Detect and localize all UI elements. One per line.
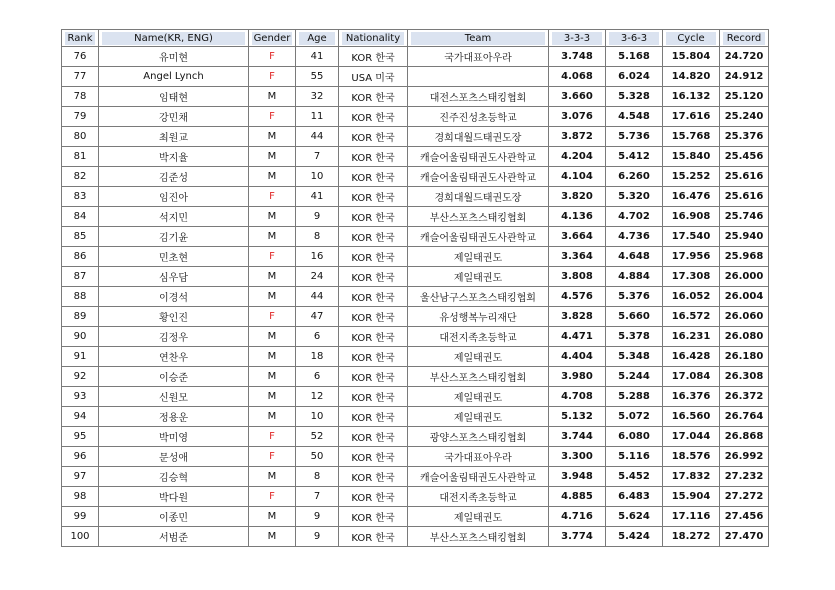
cycle-cell: 17.956 [663, 247, 720, 267]
age-cell: 10 [296, 167, 339, 187]
time-3-6-3-cell: 6.080 [606, 427, 663, 447]
nationality-cell: KOR 한국 [339, 207, 408, 227]
rank-cell: 88 [62, 287, 99, 307]
time-3-3-3-cell: 3.748 [549, 47, 606, 67]
cycle-cell: 17.616 [663, 107, 720, 127]
time-3-6-3-cell: 6.024 [606, 67, 663, 87]
cycle-cell: 17.044 [663, 427, 720, 447]
rank-cell: 86 [62, 247, 99, 267]
cycle-cell: 17.540 [663, 227, 720, 247]
table-row [62, 67, 769, 87]
cycle-cell: 16.908 [663, 207, 720, 227]
rank-cell: 99 [62, 507, 99, 527]
name-cell: 민초현 [99, 247, 249, 267]
table-row [62, 107, 769, 127]
time-3-6-3-cell: 5.328 [606, 87, 663, 107]
name-cell: 김승혁 [99, 467, 249, 487]
cycle-cell: 17.116 [663, 507, 720, 527]
team-cell: 캐슬어울림태권도사관학교 [408, 167, 549, 187]
rank-cell: 85 [62, 227, 99, 247]
record-cell: 26.000 [720, 267, 769, 287]
rank-cell: 90 [62, 327, 99, 347]
header-age: Age [296, 30, 339, 47]
time-3-3-3-cell: 3.660 [549, 87, 606, 107]
name-cell: 석지민 [99, 207, 249, 227]
time-3-6-3-cell: 4.702 [606, 207, 663, 227]
nationality-cell: KOR 한국 [339, 187, 408, 207]
record-cell: 25.376 [720, 127, 769, 147]
gender-cell: M [249, 327, 296, 347]
name-cell: 이경석 [99, 287, 249, 307]
time-3-3-3-cell: 4.404 [549, 347, 606, 367]
age-cell: 18 [296, 347, 339, 367]
record-cell: 27.272 [720, 487, 769, 507]
record-cell: 25.968 [720, 247, 769, 267]
nationality-cell: KOR 한국 [339, 107, 408, 127]
gender-cell: F [249, 247, 296, 267]
table-row [62, 347, 769, 367]
table-row [62, 387, 769, 407]
name-cell: 김준성 [99, 167, 249, 187]
record-cell: 26.992 [720, 447, 769, 467]
cycle-cell: 16.572 [663, 307, 720, 327]
name-cell: 신원모 [99, 387, 249, 407]
age-cell: 41 [296, 47, 339, 67]
team-cell: 경희대월드태권도장 [408, 127, 549, 147]
rank-cell: 80 [62, 127, 99, 147]
rank-cell: 95 [62, 427, 99, 447]
time-3-3-3-cell: 4.708 [549, 387, 606, 407]
rank-cell: 89 [62, 307, 99, 327]
time-3-6-3-cell: 5.348 [606, 347, 663, 367]
header-rank: Rank [62, 30, 99, 47]
cycle-cell: 16.376 [663, 387, 720, 407]
name-cell: 서범준 [99, 527, 249, 547]
header-team: Team [408, 30, 549, 47]
time-3-6-3-cell: 5.660 [606, 307, 663, 327]
record-cell: 26.764 [720, 407, 769, 427]
rank-cell: 94 [62, 407, 99, 427]
record-cell: 27.470 [720, 527, 769, 547]
name-cell: 이종민 [99, 507, 249, 527]
gender-cell: M [249, 227, 296, 247]
team-cell: 캐슬어울림태권도사관학교 [408, 227, 549, 247]
rank-cell: 92 [62, 367, 99, 387]
nationality-cell: KOR 한국 [339, 527, 408, 547]
gender-cell: F [249, 447, 296, 467]
time-3-6-3-cell: 6.260 [606, 167, 663, 187]
table-body [62, 47, 769, 547]
record-cell: 26.060 [720, 307, 769, 327]
team-cell: 대전스포츠스태킹협회 [408, 87, 549, 107]
table-row [62, 47, 769, 67]
age-cell: 52 [296, 427, 339, 447]
cycle-cell: 15.804 [663, 47, 720, 67]
rank-cell: 97 [62, 467, 99, 487]
time-3-3-3-cell: 4.885 [549, 487, 606, 507]
team-cell: 국가대표아우라 [408, 47, 549, 67]
name-cell: 정용운 [99, 407, 249, 427]
time-3-6-3-cell: 5.624 [606, 507, 663, 527]
time-3-3-3-cell: 3.744 [549, 427, 606, 447]
name-cell: 문성애 [99, 447, 249, 467]
time-3-3-3-cell: 4.136 [549, 207, 606, 227]
time-3-3-3-cell: 3.774 [549, 527, 606, 547]
cycle-cell: 17.084 [663, 367, 720, 387]
gender-cell: F [249, 307, 296, 327]
nationality-cell: KOR 한국 [339, 367, 408, 387]
age-cell: 44 [296, 287, 339, 307]
cycle-cell: 18.272 [663, 527, 720, 547]
cycle-cell: 17.832 [663, 467, 720, 487]
nationality-cell: KOR 한국 [339, 347, 408, 367]
header-3-3-3: 3-3-3 [549, 30, 606, 47]
cycle-cell: 16.052 [663, 287, 720, 307]
time-3-3-3-cell: 3.808 [549, 267, 606, 287]
ranking-table [61, 29, 769, 547]
time-3-6-3-cell: 5.288 [606, 387, 663, 407]
name-cell: 최원교 [99, 127, 249, 147]
nationality-cell: KOR 한국 [339, 447, 408, 467]
nationality-cell: KOR 한국 [339, 427, 408, 447]
time-3-6-3-cell: 5.116 [606, 447, 663, 467]
age-cell: 7 [296, 147, 339, 167]
team-cell: 부산스포츠스태킹협회 [408, 527, 549, 547]
rank-cell: 98 [62, 487, 99, 507]
name-cell: 박미영 [99, 427, 249, 447]
time-3-3-3-cell: 3.664 [549, 227, 606, 247]
gender-cell: M [249, 467, 296, 487]
time-3-6-3-cell: 6.483 [606, 487, 663, 507]
record-cell: 26.180 [720, 347, 769, 367]
team-cell: 광양스포츠스태킹협회 [408, 427, 549, 447]
header-name: Name(KR, ENG) [99, 30, 249, 47]
time-3-3-3-cell: 3.828 [549, 307, 606, 327]
team-cell: 제일태권도 [408, 267, 549, 287]
age-cell: 7 [296, 487, 339, 507]
age-cell: 41 [296, 187, 339, 207]
header-nationality: Nationality [339, 30, 408, 47]
time-3-6-3-cell: 5.452 [606, 467, 663, 487]
record-cell: 26.004 [720, 287, 769, 307]
cycle-cell: 16.428 [663, 347, 720, 367]
record-cell: 25.240 [720, 107, 769, 127]
time-3-6-3-cell: 4.548 [606, 107, 663, 127]
name-cell: 임태현 [99, 87, 249, 107]
table-row [62, 527, 769, 547]
table-row [62, 407, 769, 427]
name-cell: 심우담 [99, 267, 249, 287]
record-cell: 25.616 [720, 167, 769, 187]
table-row [62, 487, 769, 507]
name-cell: 박다원 [99, 487, 249, 507]
age-cell: 9 [296, 507, 339, 527]
age-cell: 44 [296, 127, 339, 147]
gender-cell: M [249, 167, 296, 187]
team-cell: 울산남구스포츠스태킹협회 [408, 287, 549, 307]
time-3-3-3-cell: 3.076 [549, 107, 606, 127]
time-3-6-3-cell: 5.378 [606, 327, 663, 347]
rank-cell: 84 [62, 207, 99, 227]
team-cell: 유성행복누리재단 [408, 307, 549, 327]
record-cell: 26.372 [720, 387, 769, 407]
table-row [62, 187, 769, 207]
time-3-3-3-cell: 3.948 [549, 467, 606, 487]
age-cell: 9 [296, 207, 339, 227]
team-cell [408, 67, 549, 87]
gender-cell: F [249, 187, 296, 207]
time-3-3-3-cell: 4.204 [549, 147, 606, 167]
team-cell: 진주진성초등학교 [408, 107, 549, 127]
record-cell: 27.456 [720, 507, 769, 527]
nationality-cell: KOR 한국 [339, 307, 408, 327]
team-cell: 제일태권도 [408, 507, 549, 527]
cycle-cell: 17.308 [663, 267, 720, 287]
age-cell: 55 [296, 67, 339, 87]
table-row [62, 247, 769, 267]
age-cell: 8 [296, 467, 339, 487]
record-cell: 26.080 [720, 327, 769, 347]
time-3-3-3-cell: 4.716 [549, 507, 606, 527]
nationality-cell: KOR 한국 [339, 507, 408, 527]
name-cell: 박지율 [99, 147, 249, 167]
table-row [62, 287, 769, 307]
nationality-cell: KOR 한국 [339, 487, 408, 507]
record-cell: 24.912 [720, 67, 769, 87]
record-cell: 27.232 [720, 467, 769, 487]
name-cell: 임진아 [99, 187, 249, 207]
cycle-cell: 18.576 [663, 447, 720, 467]
time-3-6-3-cell: 4.648 [606, 247, 663, 267]
rank-cell: 81 [62, 147, 99, 167]
time-3-3-3-cell: 3.364 [549, 247, 606, 267]
time-3-6-3-cell: 5.736 [606, 127, 663, 147]
age-cell: 6 [296, 367, 339, 387]
table-row [62, 307, 769, 327]
age-cell: 32 [296, 87, 339, 107]
nationality-cell: KOR 한국 [339, 87, 408, 107]
time-3-6-3-cell: 5.412 [606, 147, 663, 167]
nationality-cell: KOR 한국 [339, 147, 408, 167]
cycle-cell: 16.476 [663, 187, 720, 207]
time-3-3-3-cell: 3.872 [549, 127, 606, 147]
name-cell: 연찬우 [99, 347, 249, 367]
nationality-cell: KOR 한국 [339, 407, 408, 427]
name-cell: 강민채 [99, 107, 249, 127]
age-cell: 24 [296, 267, 339, 287]
time-3-3-3-cell: 5.132 [549, 407, 606, 427]
time-3-6-3-cell: 4.736 [606, 227, 663, 247]
cycle-cell: 16.231 [663, 327, 720, 347]
time-3-6-3-cell: 5.320 [606, 187, 663, 207]
team-cell: 제일태권도 [408, 347, 549, 367]
team-cell: 대전지족초등학교 [408, 327, 549, 347]
table-row [62, 447, 769, 467]
record-cell: 25.120 [720, 87, 769, 107]
age-cell: 12 [296, 387, 339, 407]
name-cell: 황인진 [99, 307, 249, 327]
header-row [62, 30, 769, 47]
age-cell: 47 [296, 307, 339, 327]
team-cell: 캐슬어울림태권도사관학교 [408, 467, 549, 487]
nationality-cell: KOR 한국 [339, 327, 408, 347]
time-3-3-3-cell: 4.576 [549, 287, 606, 307]
table-row [62, 507, 769, 527]
name-cell: Angel Lynch [99, 67, 249, 87]
team-cell: 캐슬어울림태권도사관학교 [408, 147, 549, 167]
table-row [62, 327, 769, 347]
nationality-cell: KOR 한국 [339, 167, 408, 187]
rank-cell: 91 [62, 347, 99, 367]
age-cell: 11 [296, 107, 339, 127]
table-row [62, 227, 769, 247]
gender-cell: M [249, 387, 296, 407]
rank-cell: 79 [62, 107, 99, 127]
age-cell: 16 [296, 247, 339, 267]
table-row [62, 427, 769, 447]
time-3-3-3-cell: 4.068 [549, 67, 606, 87]
time-3-6-3-cell: 5.244 [606, 367, 663, 387]
rank-cell: 83 [62, 187, 99, 207]
age-cell: 10 [296, 407, 339, 427]
nationality-cell: KOR 한국 [339, 227, 408, 247]
gender-cell: M [249, 127, 296, 147]
team-cell: 대전지족초등학교 [408, 487, 549, 507]
nationality-cell: KOR 한국 [339, 47, 408, 67]
gender-cell: M [249, 367, 296, 387]
header-cycle: Cycle [663, 30, 720, 47]
gender-cell: F [249, 427, 296, 447]
age-cell: 9 [296, 527, 339, 547]
gender-cell: M [249, 507, 296, 527]
table-row [62, 87, 769, 107]
header-3-6-3: 3-6-3 [606, 30, 663, 47]
record-cell: 26.868 [720, 427, 769, 447]
age-cell: 8 [296, 227, 339, 247]
gender-cell: F [249, 47, 296, 67]
rank-cell: 78 [62, 87, 99, 107]
record-cell: 25.616 [720, 187, 769, 207]
rank-cell: 100 [62, 527, 99, 547]
gender-cell: F [249, 487, 296, 507]
nationality-cell: KOR 한국 [339, 287, 408, 307]
cycle-cell: 15.904 [663, 487, 720, 507]
rank-cell: 82 [62, 167, 99, 187]
header-record: Record [720, 30, 769, 47]
name-cell: 유미현 [99, 47, 249, 67]
team-cell: 제일태권도 [408, 387, 549, 407]
nationality-cell: KOR 한국 [339, 467, 408, 487]
time-3-3-3-cell: 3.820 [549, 187, 606, 207]
team-cell: 제일태권도 [408, 247, 549, 267]
gender-cell: M [249, 267, 296, 287]
rank-cell: 93 [62, 387, 99, 407]
nationality-cell: USA 미국 [339, 67, 408, 87]
record-cell: 25.746 [720, 207, 769, 227]
nationality-cell: KOR 한국 [339, 127, 408, 147]
nationality-cell: KOR 한국 [339, 267, 408, 287]
record-cell: 24.720 [720, 47, 769, 67]
table-row [62, 267, 769, 287]
gender-cell: M [249, 407, 296, 427]
time-3-6-3-cell: 5.376 [606, 287, 663, 307]
cycle-cell: 16.560 [663, 407, 720, 427]
record-cell: 25.456 [720, 147, 769, 167]
table-row [62, 207, 769, 227]
age-cell: 50 [296, 447, 339, 467]
team-cell: 부산스포츠스태킹협회 [408, 367, 549, 387]
time-3-3-3-cell: 4.104 [549, 167, 606, 187]
gender-cell: M [249, 527, 296, 547]
table-row [62, 147, 769, 167]
rank-cell: 77 [62, 67, 99, 87]
age-cell: 6 [296, 327, 339, 347]
record-cell: 26.308 [720, 367, 769, 387]
rank-cell: 96 [62, 447, 99, 467]
time-3-3-3-cell: 3.980 [549, 367, 606, 387]
gender-cell: M [249, 347, 296, 367]
team-cell: 경희대월드태권도장 [408, 187, 549, 207]
team-cell: 부산스포츠스태킹협회 [408, 207, 549, 227]
gender-cell: F [249, 67, 296, 87]
time-3-6-3-cell: 5.168 [606, 47, 663, 67]
gender-cell: M [249, 147, 296, 167]
cycle-cell: 15.768 [663, 127, 720, 147]
cycle-cell: 14.820 [663, 67, 720, 87]
time-3-6-3-cell: 5.424 [606, 527, 663, 547]
gender-cell: M [249, 287, 296, 307]
cycle-cell: 16.132 [663, 87, 720, 107]
cycle-cell: 15.840 [663, 147, 720, 167]
gender-cell: M [249, 87, 296, 107]
table-row [62, 467, 769, 487]
record-cell: 25.940 [720, 227, 769, 247]
team-cell: 제일태권도 [408, 407, 549, 427]
table-row [62, 127, 769, 147]
nationality-cell: KOR 한국 [339, 247, 408, 267]
table-row [62, 167, 769, 187]
gender-cell: F [249, 107, 296, 127]
time-3-6-3-cell: 5.072 [606, 407, 663, 427]
cycle-cell: 15.252 [663, 167, 720, 187]
name-cell: 김기윤 [99, 227, 249, 247]
rank-cell: 87 [62, 267, 99, 287]
table-row [62, 367, 769, 387]
nationality-cell: KOR 한국 [339, 387, 408, 407]
name-cell: 김정우 [99, 327, 249, 347]
rank-cell: 76 [62, 47, 99, 67]
header-gender: Gender [249, 30, 296, 47]
name-cell: 이승준 [99, 367, 249, 387]
time-3-3-3-cell: 3.300 [549, 447, 606, 467]
time-3-6-3-cell: 4.884 [606, 267, 663, 287]
team-cell: 국가대표아우라 [408, 447, 549, 467]
time-3-3-3-cell: 4.471 [549, 327, 606, 347]
gender-cell: M [249, 207, 296, 227]
